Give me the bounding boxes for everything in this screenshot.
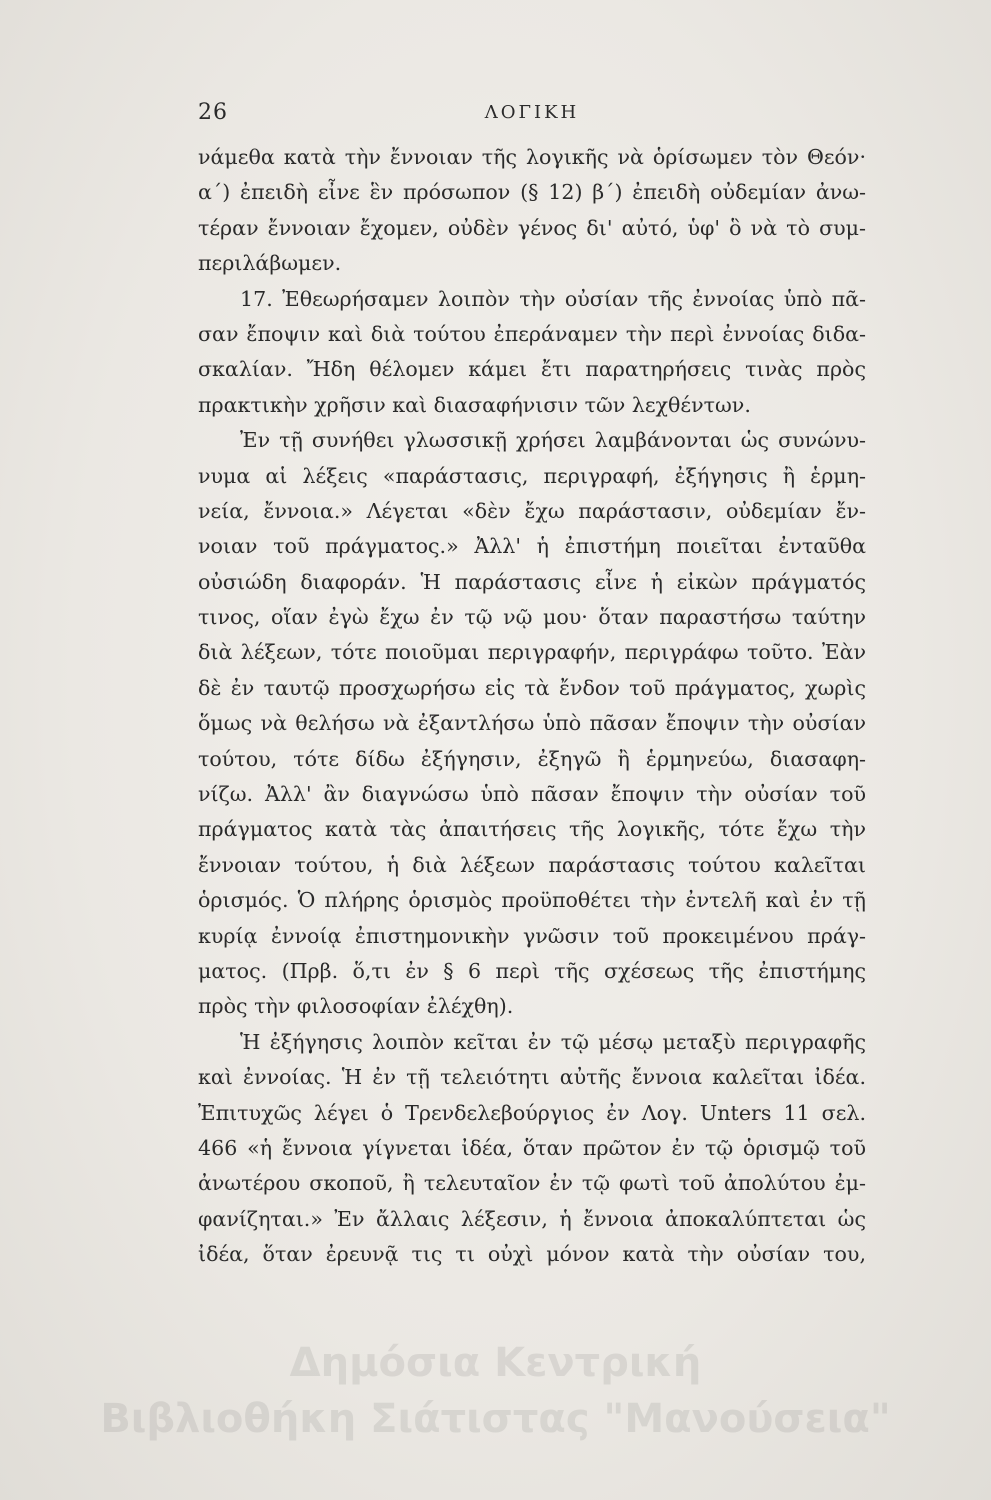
text-line: πράγματος κατὰ τὰς ἀπαιτήσεις τῆς λογικῆς, τότε ἔχω τὴν	[198, 817, 866, 842]
text-line: ματος. (Πρβ. ὅ,τι ἐν § 6 περὶ τῆς σχέσεως τῆς ἐπιστήμης	[198, 958, 866, 983]
text-line: 466 «ἡ ἔννοια γίγνεται ἰδέα, ὅταν πρῶτον ἐν τῷ ὁρισμῷ τοῦ	[198, 1135, 866, 1160]
text-line: πρακτικὴν χρῆσιν καὶ διασαφήνισιν τῶν λεχθέντων.	[198, 392, 751, 417]
body-text	[198, 140, 866, 1273]
text-line: νάμεθα κατὰ τὴν ἔννοιαν τῆς λογικῆς νὰ ὁρίσωμεν τὸν Θεόν·	[198, 145, 866, 169]
text-line: περιλάβωμεν.	[198, 251, 342, 276]
running-title: ΛΟΓΙΚΗ	[484, 102, 580, 123]
text-line: τινος, οἵαν ἐγὼ ἔχω ἐν τῷ νῷ μου· ὅταν παραστήσω ταύτην	[198, 605, 866, 630]
text-line: νίζω. Ἀλλ' ἂν διαγνώσω ὑπὸ πᾶσαν ἔποψιν τὴν οὐσίαν τοῦ	[198, 782, 866, 807]
page-header	[198, 100, 866, 130]
text-line: φανίζηται.» Ἐν ἄλλαις λέξεσιν, ἡ ἔννοια ἀποκαλύπτεται ὡς	[198, 1206, 866, 1231]
text-line: νοιαν τοῦ πράγματος.» Ἀλλ' ἡ ἐπιστήμη ποιεῖται ἐνταῦθα	[198, 534, 866, 559]
library-watermark	[0, 1335, 991, 1447]
watermark-line-2: Βιβλιοθήκη Σιάτιστας "Μανούσεια"	[100, 1396, 891, 1442]
text-line: οὐσιώδη διαφοράν. Ἡ παράστασις εἶνε ἡ εἰκὼν πράγματός	[198, 569, 866, 594]
text-line: τέραν ἔννοιαν ἔχομεν, οὐδὲν γένος δι' αὐτό, ὑφ' ὃ νὰ τὸ συμ-	[198, 215, 866, 240]
page-number: 26	[198, 100, 228, 125]
text-line: σαν ἔποψιν καὶ διὰ τούτου ἐπεράναμεν τὴν περὶ ἐννοίας διδα-	[198, 321, 866, 346]
text-line: πρὸς τὴν φιλοσοφίαν ἐλέχθη).	[198, 994, 514, 1019]
text-line: ὅμως νὰ θελήσω νὰ ἐξαντλήσω ὑπὸ πᾶσαν ἔποψιν τὴν οὐσίαν	[198, 711, 866, 736]
text-line: Ἐν τῇ συνήθει γλωσσικῇ χρήσει λαμβάνονται ὡς συνώνυ-	[240, 428, 866, 453]
text-line: 17. Ἐθεωρήσαμεν λοιπὸν τὴν οὐσίαν τῆς ἐννοίας ὑπὸ πᾶ-	[240, 286, 866, 311]
text-line: νυμα αἱ λέξεις «παράστασις, περιγραφή, ἐξήγησις ἢ ἑρμη-	[198, 463, 866, 488]
text-line: Ἐπιτυχῶς λέγει ὁ Τρενδελεβούργιος ἐν Λογ. Unters 11 σελ.	[198, 1100, 866, 1125]
text-line: διὰ λέξεων, τότε ποιοῦμαι περιγραφήν, περιγράφω τοῦτο. Ἐὰν	[198, 640, 866, 665]
text-line: α΄) ἐπειδὴ εἶνε ἓν πρόσωπον (§ 12) β΄) ἐπειδὴ οὐδεμίαν ἀνω-	[198, 180, 866, 205]
text-line: νεία, ἔννοια.» Λέγεται «δὲν ἔχω παράστασιν, οὐδεμίαν ἔν-	[198, 498, 866, 523]
text-line: ἰδέα, ὅταν ἐρευνᾷ τις τι οὐχὶ μόνον κατὰ τὴν οὐσίαν του,	[198, 1242, 866, 1267]
text-line: ἀνωτέρου σκοποῦ, ἢ τελευταῖον ἐν τῷ φωτὶ τοῦ ἀπολύτου ἐμ-	[198, 1171, 866, 1196]
text-line: δὲ ἐν ταυτῷ προσχωρήσω εἰς τὰ ἔνδον τοῦ πράγματος, χωρὶς	[198, 675, 866, 700]
watermark-line-1: Δημόσια Κεντρική	[289, 1340, 702, 1386]
text-line: Ἡ ἐξήγησις λοιπὸν κεῖται ἐν τῷ μέσῳ μεταξὺ περιγραφῆς	[240, 1029, 866, 1054]
text-line: τούτου, τότε δίδω ἐξήγησιν, ἐξηγῶ ἢ ἑρμηνεύω, διασαφη-	[198, 746, 866, 771]
text-line: ἔννοιαν τούτου, ἡ διὰ λέξεων παράστασις τούτου καλεῖται	[198, 852, 866, 877]
text-line: καὶ ἐννοίας. Ἡ ἐν τῇ τελειότητι αὐτῆς ἔννοια καλεῖται ἰδέα.	[198, 1065, 866, 1090]
text-line: ὁρισμός. Ὁ πλήρης ὁρισμὸς προϋποθέτει τὴν ἐντελῆ καὶ ἐν τῇ	[198, 888, 866, 913]
text-line: κυρίᾳ ἐννοίᾳ ἐπιστημονικὴν γνῶσιν τοῦ προκειμένου πράγ-	[198, 923, 866, 948]
text-line: σκαλίαν. Ἤδη θέλομεν κάμει ἔτι παρατηρήσεις τινὰς πρὸς	[198, 357, 866, 382]
